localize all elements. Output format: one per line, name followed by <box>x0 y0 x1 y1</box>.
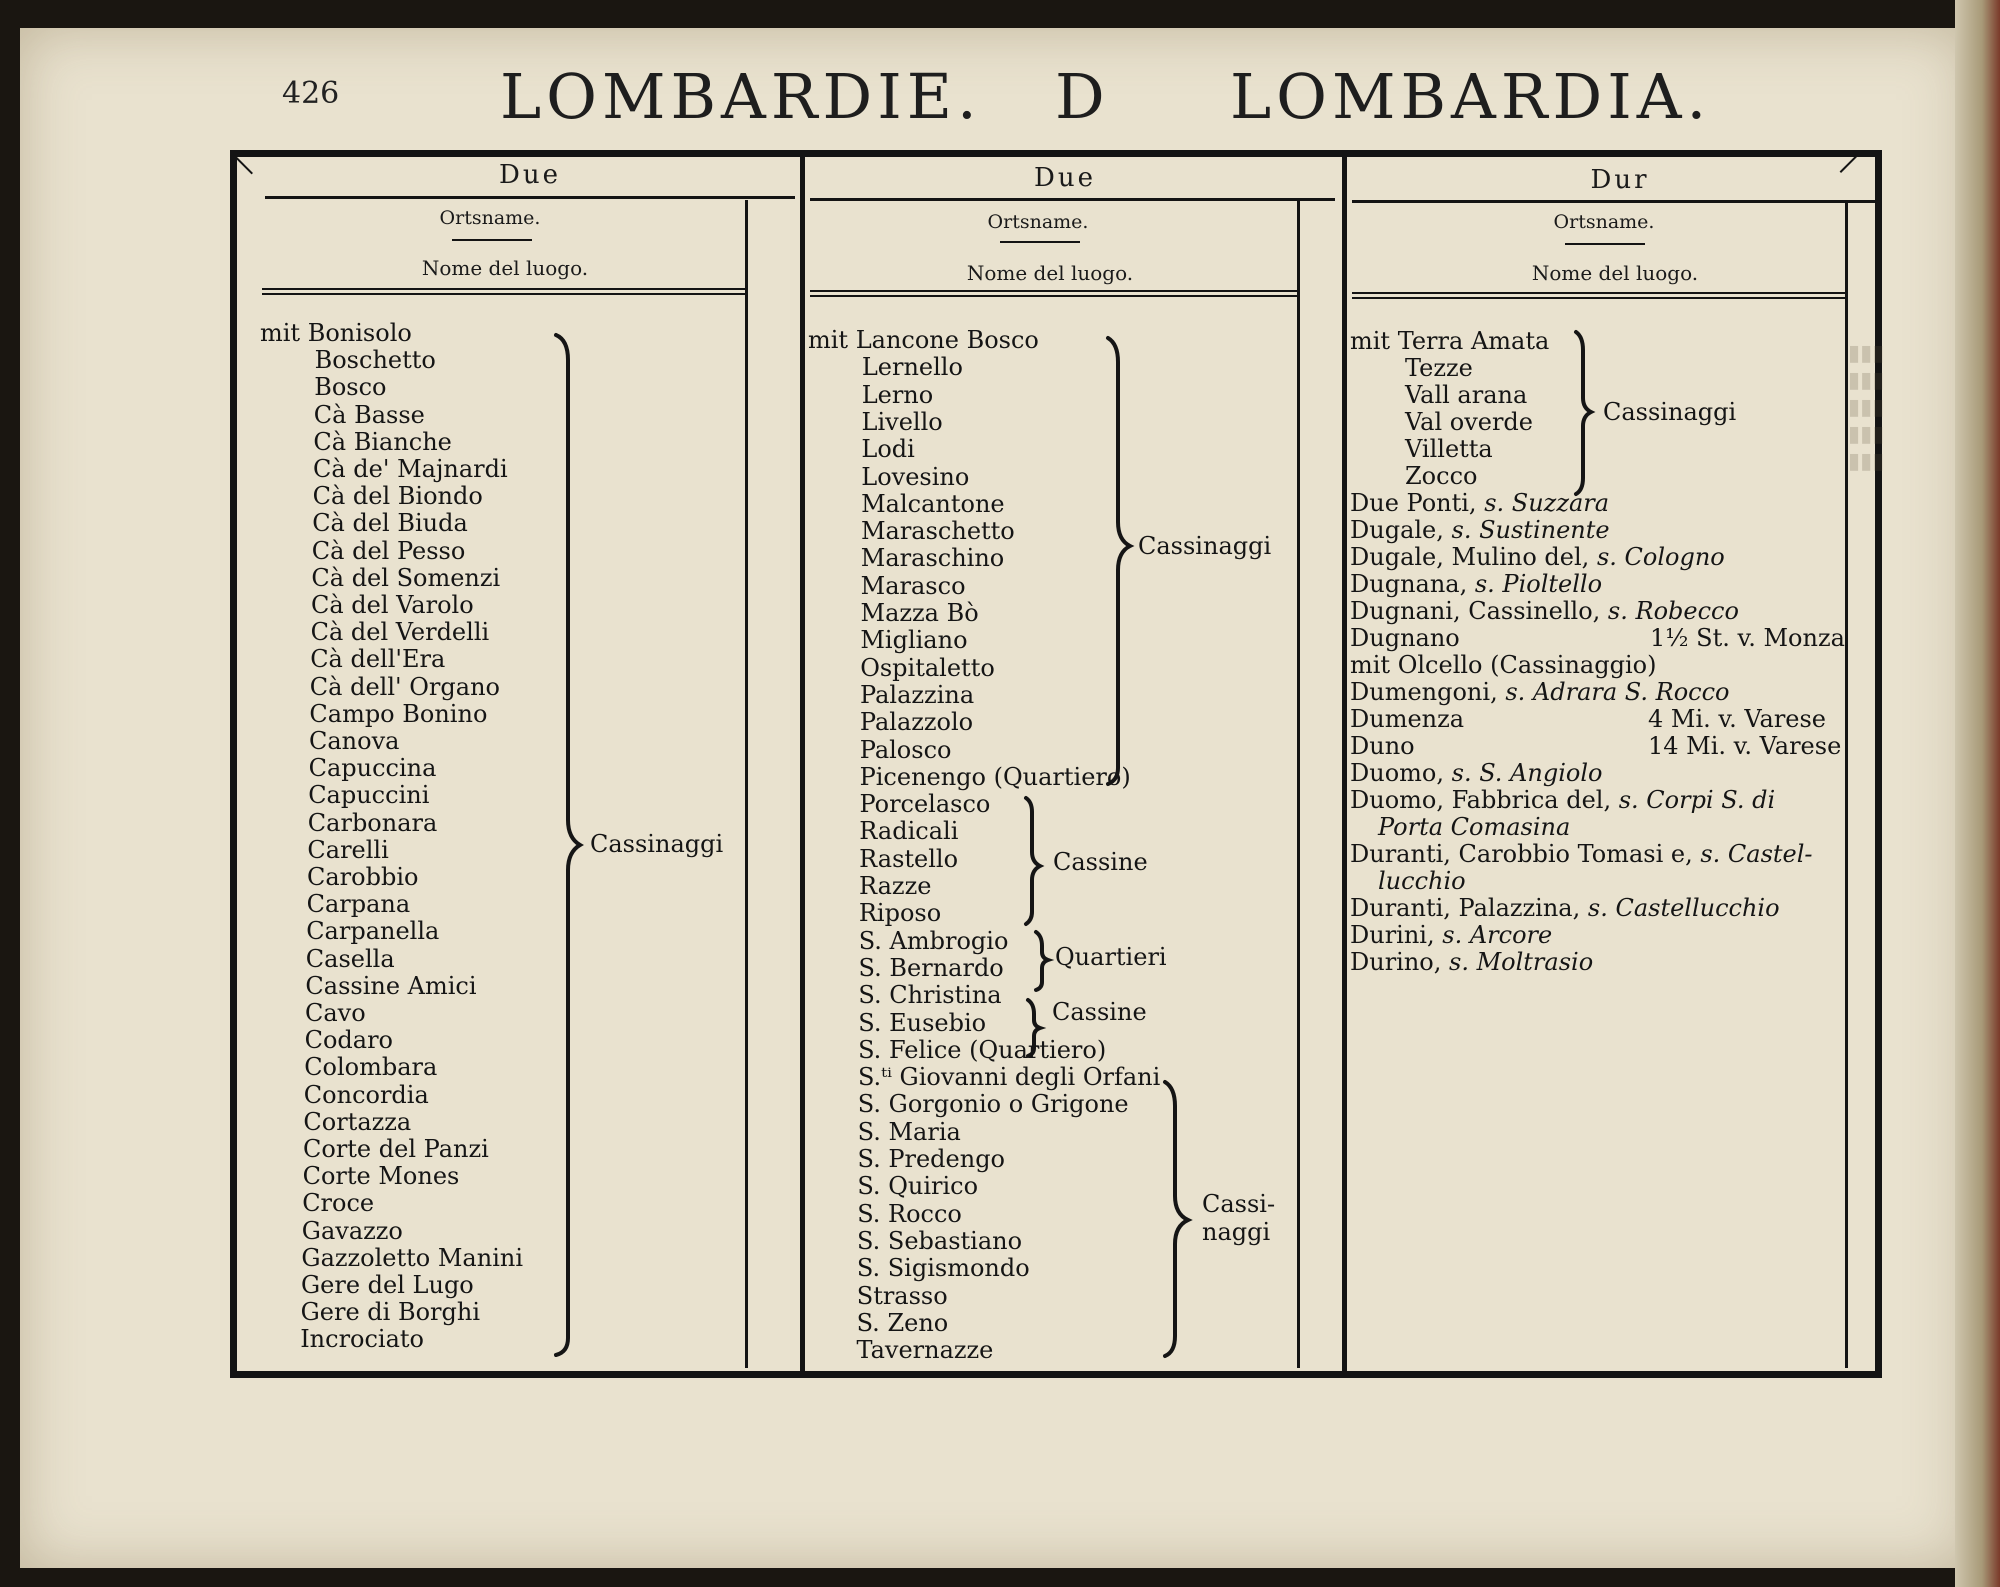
place-name-main: Dugnani, Cassinello, <box>1350 597 1608 625</box>
brace-label-cassinaggi: Cassinaggi <box>590 830 724 858</box>
place-name: Ospitaletto <box>860 653 995 682</box>
place-name: Cassine Amici <box>305 971 477 1000</box>
place-name: Palazzina <box>860 680 975 709</box>
place-name: S.ᵗⁱ Giovanni degli Orfani <box>857 1063 1161 1092</box>
place-name-main: Duranti, Carobbio Tomasi e, <box>1350 840 1701 868</box>
place-name: Concordia <box>303 1080 429 1109</box>
place-name: Tavernazze <box>856 1336 994 1365</box>
column-subheading-german: Ortsname. <box>987 211 1089 233</box>
place-name: Lovesino <box>861 462 970 491</box>
place-name: Cà del Somenzi <box>311 563 501 592</box>
curly-brace <box>1036 932 1048 990</box>
column-heading: Due <box>1034 163 1096 193</box>
place-name-main: Dugnana, <box>1350 570 1475 598</box>
column-heading: Due <box>499 160 561 190</box>
title-section-letter: D <box>1055 60 1110 133</box>
column-subheading-italian: Nome del luogo. <box>966 261 1134 285</box>
parish-reference: s. Sustinente <box>1451 516 1610 544</box>
place-name-main: Dugale, <box>1350 516 1452 544</box>
column-subheading-italian: Nome del luogo. <box>421 256 589 280</box>
parish-reference: s. Cologno <box>1596 543 1725 571</box>
place-name: Carpanella <box>306 917 440 946</box>
place-name: Cavo <box>305 999 366 1027</box>
place-name: Lernello <box>861 353 963 382</box>
place-name: S. Christina <box>858 981 1002 1010</box>
parish-reference: s. S. Angiolo <box>1451 759 1603 787</box>
place-name-main: Vall arana <box>1405 381 1528 409</box>
place-name: S. Rocco <box>857 1199 962 1228</box>
place-name-main: Val overde <box>1405 408 1533 436</box>
place-name: Maraschino <box>860 544 1005 573</box>
place-name: Cà Bianche <box>313 427 452 456</box>
place-name-main: mit Olcello (Cassinaggio) <box>1350 651 1657 679</box>
column-subheading-german: Ortsname. <box>439 207 541 229</box>
place-name-main: Tezze <box>1405 354 1473 382</box>
parish-reference: s. Corpi S. di <box>1618 786 1776 814</box>
column-heading: Dur <box>1590 165 1650 195</box>
place-name-main: Durini, <box>1350 921 1443 949</box>
parish-reference: s. Moltrasio <box>1449 948 1594 976</box>
place-name-main: Dugale, Mulino del, <box>1350 543 1597 571</box>
place-name: Strasso <box>856 1281 948 1310</box>
curly-brace <box>556 335 580 1355</box>
place-name: Cà de' Majnardi <box>313 455 508 483</box>
brace-label-cassinaggi: Cassinaggi <box>1603 398 1737 426</box>
place-name: S. Predengo <box>857 1145 1006 1173</box>
place-name-main: mit Terra Amata <box>1350 327 1550 355</box>
place-name: Croce <box>302 1189 375 1218</box>
place-name: Carobbio <box>307 863 419 891</box>
curly-brace <box>1028 1000 1040 1056</box>
place-name: Capuccini <box>308 781 430 810</box>
place-name: Rastello <box>859 844 959 873</box>
parish-reference: s. Robecco <box>1607 597 1739 625</box>
place-name: S. Gorgonio o Grigone <box>857 1090 1129 1119</box>
place-name: Colombara <box>304 1053 438 1082</box>
curly-brace <box>1026 798 1040 924</box>
brace-label-cassinaggi-part2: naggi <box>1202 1218 1271 1246</box>
place-name: mit Lancone Bosco <box>808 326 1039 354</box>
place-name: Campo Bonino <box>309 699 488 728</box>
brace-label-cassine: Cassine <box>1052 998 1147 1026</box>
place-name: S. Sigismondo <box>856 1254 1030 1283</box>
place-name: Cà dell' Organo <box>309 672 500 701</box>
place-name: Carbonara <box>307 808 438 837</box>
place-name: Radicali <box>859 817 959 846</box>
parish-reference: Porta Comasina <box>1378 813 1571 841</box>
place-name: Codaro <box>304 1026 393 1055</box>
place-name: Cà dell'Era <box>310 645 446 674</box>
place-name: Livello <box>861 407 943 436</box>
place-name: Maraschetto <box>860 517 1015 546</box>
bleed-through-text: ▮▮▮ ▮▮▮ ▮▮▮ ▮▮▮ ▮▮▮ <box>1848 341 1885 474</box>
place-name: Gere del Lugo <box>301 1271 474 1299</box>
place-name: S. Eusebio <box>858 1008 987 1037</box>
place-name: Riposo <box>858 899 942 928</box>
place-name-main: Due Ponti, <box>1350 489 1485 517</box>
parish-reference: s. Pioltello <box>1474 570 1603 598</box>
place-name: Cà del Biuda <box>312 509 468 538</box>
parish-reference: s. Arcore <box>1442 921 1553 949</box>
brace-label-cassinaggi-part1: Cassi- <box>1202 1190 1276 1218</box>
parish-reference: 4 Mi. v. Varese <box>1648 705 1827 733</box>
parish-reference: s. Castellucchio <box>1587 894 1780 922</box>
place-name: Casella <box>305 944 395 973</box>
place-name: S. Zeno <box>856 1308 949 1337</box>
brace-label-quartieri: Quartieri <box>1055 943 1167 971</box>
place-name: Gavazzo <box>301 1216 403 1245</box>
place-name: Incrociato <box>300 1325 425 1354</box>
parish-reference: s. Castel- <box>1700 840 1813 868</box>
place-name: Marasco <box>860 571 966 600</box>
place-name: Cortazza <box>303 1107 412 1136</box>
place-name: Palazzolo <box>859 708 974 737</box>
place-name: Carelli <box>307 835 389 864</box>
place-name: Migliano <box>860 626 968 655</box>
column-subheading-german: Ortsname. <box>1553 211 1655 233</box>
place-name: Cà del Varolo <box>311 591 474 619</box>
place-name: Razze <box>859 872 932 900</box>
brace-label-cassinaggi: Cassinaggi <box>1138 532 1272 560</box>
place-name: Lodi <box>861 435 915 464</box>
place-name-main: Dugnano <box>1350 624 1460 652</box>
brace-label-cassine: Cassine <box>1053 848 1148 876</box>
column-subheading-italian: Nome del luogo. <box>1531 261 1699 285</box>
place-name: Cà Basse <box>313 400 425 429</box>
parish-reference: lucchio <box>1378 867 1466 895</box>
parish-reference: 1½ St. v. Monza <box>1650 624 1845 652</box>
title-lombardia: LOMBARDIA. <box>1230 60 1712 133</box>
parish-reference: s. Adrara S. Rocco <box>1505 678 1730 706</box>
place-name-main: Villetta <box>1405 435 1493 463</box>
place-name: S. Quirico <box>857 1172 979 1201</box>
parish-reference: 14 Mi. v. Varese <box>1648 732 1842 760</box>
place-name: Picenengo (Quartiero) <box>859 762 1131 791</box>
place-name: Gere di Borghi <box>300 1298 480 1327</box>
place-name: Lerno <box>861 380 934 409</box>
place-name: S. Sebastiano <box>857 1226 1023 1255</box>
curly-brace <box>1165 1082 1188 1356</box>
place-name-main: Duno <box>1350 732 1415 760</box>
place-name-main: Duomo, <box>1350 759 1452 787</box>
curly-brace <box>1108 338 1130 784</box>
title-lombardie: LOMBARDIE. <box>500 60 982 133</box>
place-name: Malcantone <box>861 489 1005 518</box>
place-name: Palosco <box>859 735 952 764</box>
place-name-main: Duranti, Palazzina, <box>1350 894 1588 922</box>
place-name: Corte Mones <box>302 1162 460 1191</box>
place-name: Cà del Pesso <box>311 536 466 565</box>
place-name: Gazzoletto Manini <box>301 1243 524 1272</box>
place-name: Boschetto <box>314 346 436 375</box>
place-name: S. Maria <box>857 1117 961 1146</box>
curly-brace <box>1576 332 1591 494</box>
place-name: mit Bonisolo <box>260 319 412 347</box>
place-name: S. Bernardo <box>858 953 1004 982</box>
place-name: Carpana <box>306 890 411 919</box>
place-name: Porcelasco <box>859 790 991 819</box>
place-name: Cà del Verdelli <box>310 618 490 647</box>
place-name: Bosco <box>314 373 387 402</box>
place-name: S. Ambrogio <box>858 926 1009 955</box>
place-name: Cà del Biondo <box>312 482 483 511</box>
place-name-main: Duomo, Fabbrica del, <box>1350 786 1619 814</box>
place-name: Capuccina <box>308 754 437 783</box>
page-number: 426 <box>282 76 340 111</box>
place-name-main: Dumenza <box>1350 705 1465 733</box>
place-name: Mazza Bò <box>860 599 979 627</box>
place-name-main: Zocco <box>1405 462 1478 490</box>
place-name: Canova <box>309 727 400 755</box>
place-name: S. Felice (Quartiero) <box>858 1035 1107 1064</box>
place-name: Corte del Panzi <box>303 1135 489 1163</box>
place-name-main: Durino, <box>1350 948 1450 976</box>
parish-reference: s. Suzzara <box>1484 489 1610 517</box>
place-name-main: Dumengoni, <box>1350 678 1506 706</box>
